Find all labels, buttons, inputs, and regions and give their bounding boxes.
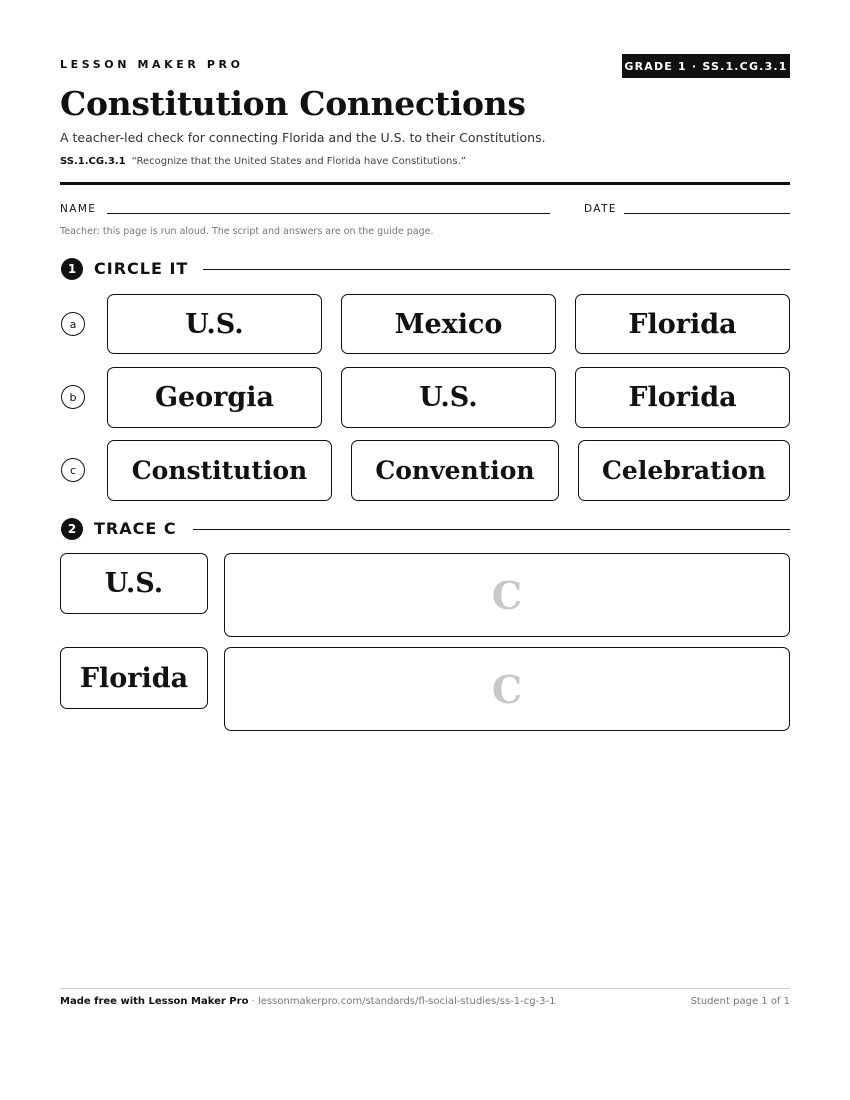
footer-credit <box>60 996 556 1007</box>
name-field[interactable] <box>107 213 550 214</box>
standard-code: SS.1.CG.3.1 <box>60 156 126 167</box>
row-letter-b: b <box>61 385 85 409</box>
option-a-1[interactable]: U.S. <box>107 294 322 354</box>
page-title: Constitution Connections <box>60 84 526 123</box>
option-b-1[interactable]: Georgia <box>107 367 322 428</box>
standard-line <box>60 156 466 167</box>
option-b-2[interactable]: U.S. <box>341 367 556 428</box>
trace-word-florida: Florida <box>60 647 208 709</box>
option-c-3[interactable]: Celebration <box>578 440 790 501</box>
section-1-number: 1 <box>61 258 83 280</box>
footer-page-number: Student page 1 of 1 <box>690 996 790 1007</box>
grade-badge: GRADE 1 · SS.1.CG.3.1 <box>622 54 790 78</box>
header-divider <box>60 182 790 185</box>
option-c-1[interactable]: Constitution <box>107 440 332 501</box>
date-field[interactable] <box>624 213 790 214</box>
date-label: DATE <box>584 203 617 215</box>
footer-url[interactable]: lessonmakerpro.com/standards/fl-social-studies/ss-1-cg-3-1 <box>257 996 556 1007</box>
row-letter-a: a <box>61 312 85 336</box>
page-subtitle: A teacher-led check for connecting Florida and the U.S. to their Constitutions. <box>60 130 546 145</box>
trace-letter-c: C <box>491 666 523 712</box>
row-letter-c: c <box>61 458 85 482</box>
section-1-rule <box>203 269 790 270</box>
teacher-note: Teacher: this page is run aloud. The script and answers are on the guide page. <box>60 226 434 237</box>
standard-quote: “Recognize that the United States and Florida have Constitutions.” <box>131 156 466 167</box>
option-a-3[interactable]: Florida <box>575 294 790 354</box>
section-2-rule <box>193 529 790 530</box>
trace-word-us: U.S. <box>60 553 208 614</box>
trace-box-florida[interactable] <box>224 647 790 731</box>
option-b-3[interactable]: Florida <box>575 367 790 428</box>
name-label: NAME <box>60 203 97 215</box>
section-1-title: CIRCLE IT <box>94 259 189 278</box>
trace-box-us[interactable] <box>224 553 790 637</box>
footer-separator: · <box>248 996 258 1007</box>
option-c-2[interactable]: Convention <box>351 440 559 501</box>
section-2-title: TRACE C <box>94 519 177 538</box>
footer-divider <box>60 988 790 989</box>
brand-name: LESSON MAKER PRO <box>60 58 244 71</box>
footer-made-with: Made free with Lesson Maker Pro <box>60 996 249 1007</box>
trace-letter-c: C <box>491 572 523 618</box>
option-a-2[interactable]: Mexico <box>341 294 556 354</box>
section-2-number: 2 <box>61 518 83 540</box>
